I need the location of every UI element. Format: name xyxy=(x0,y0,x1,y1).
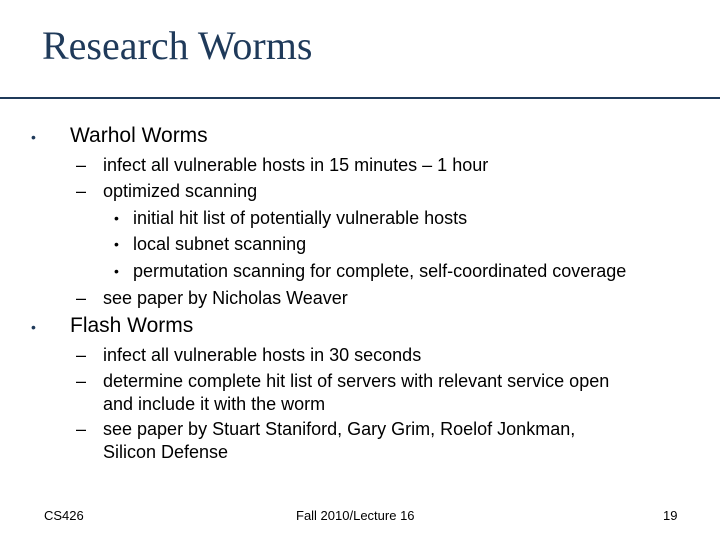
subsubitem-text: local subnet scanning xyxy=(133,234,307,254)
subitem-text: optimized scanning xyxy=(103,181,258,201)
dash-marker: – xyxy=(76,155,87,175)
dash-marker: – xyxy=(76,419,87,439)
sub-bullet-marker: • xyxy=(114,236,119,252)
dash-marker: – xyxy=(76,288,87,308)
subitem-text-continued: and include it with the worm xyxy=(103,394,326,414)
sub-bullet-marker: • xyxy=(114,210,119,226)
bullet-marker: • xyxy=(31,129,36,145)
title-divider xyxy=(0,97,720,99)
subitem-text: infect all vulnerable hosts in 30 seconds xyxy=(103,345,422,365)
bullet-flash-worms: Flash Worms xyxy=(70,314,194,337)
bullet-marker: • xyxy=(31,319,36,335)
subsubitem-text: initial hit list of potentially vulnerable hosts xyxy=(133,208,468,228)
subitem-text: determine complete hit list of servers with relevant service open xyxy=(103,371,610,391)
footer-lecture: Fall 2010/Lecture 16 xyxy=(296,508,415,523)
subitem-text: see paper by Stuart Staniford, Gary Grim, Roelof Jonkman, xyxy=(103,419,576,439)
footer-course: CS426 xyxy=(44,508,84,523)
subitem-text: see paper by Nicholas Weaver xyxy=(103,288,348,308)
dash-marker: – xyxy=(76,371,87,391)
footer-page-number: 19 xyxy=(663,508,678,523)
subsubitem-text: permutation scanning for complete, self-coordinated coverage xyxy=(133,261,627,281)
slide-title: Research Worms xyxy=(42,23,313,68)
dash-marker: – xyxy=(76,181,87,201)
subitem-text-continued: Silicon Defense xyxy=(103,442,229,462)
sub-bullet-marker: • xyxy=(114,263,119,279)
dash-marker: – xyxy=(76,345,87,365)
subitem-text: infect all vulnerable hosts in 15 minutes – 1 hour xyxy=(103,155,489,175)
bullet-warhol-worms: Warhol Worms xyxy=(70,124,208,147)
